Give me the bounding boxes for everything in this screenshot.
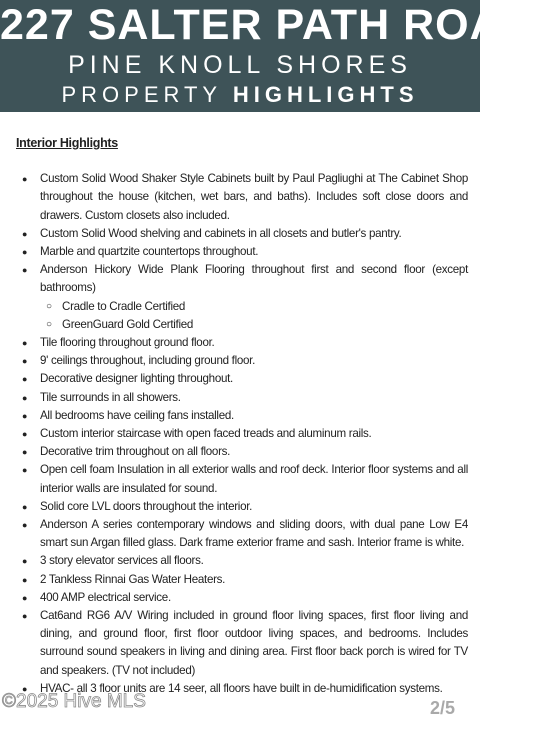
page-header	[0, 0, 534, 112]
property-highlights-heading	[0, 82, 480, 108]
list-item: ● Anderson A series contemporary windows and sliding doors, with dual pane Low E4 smart sun Argan filled glass. Dark frame exterior frame and sash. Interior frame is white.	[40, 516, 468, 552]
list-item: ● Decorative trim throughout on all floors.	[40, 443, 468, 461]
sub-list-item: ○ Cradle to Cradle Certified	[62, 298, 468, 316]
list-item: ● HVAC- all 3 floor units are 14 seer, all floors have built in de-humidification systems.	[40, 680, 468, 698]
highlights-content	[16, 134, 468, 698]
list-item: ● 2 Tankless Rinnai Gas Water Heaters.	[40, 571, 468, 589]
highlights-list	[16, 170, 468, 698]
list-item: ● Solid core LVL doors throughout the interior.	[40, 498, 468, 516]
list-item: ● Decorative designer lighting throughout.	[40, 370, 468, 388]
list-item: ● Open cell foam Insulation in all exterior walls and roof deck. Interior floor systems and all interior walls are insulated for sound.	[40, 461, 468, 497]
list-item: ● Marble and quartzite countertops throughout.	[40, 243, 468, 261]
list-item: ● Cat6and RG6 A/V Wiring included in ground floor living spaces, first floor living and dining, and ground floor, first floor outdoor living spaces, and bedrooms. Includes surround sound speakers in living and dining area. First floor back porch is wired for TV and speakers. (TV not included)	[40, 607, 468, 680]
list-item: ● 9' ceilings throughout, including ground floor.	[40, 352, 468, 370]
list-item: ● Tile flooring throughout ground floor.	[40, 334, 468, 352]
list-item-flooring	[40, 261, 468, 334]
list-item: ● Tile surrounds in all showers.	[40, 389, 468, 407]
property-address-title: 227 SALTER PATH ROAD	[0, 1, 534, 49]
tagline-bold: HIGHLIGHTS	[232, 82, 419, 107]
list-item: ● Custom interior staircase with open faced treads and aluminum rails.	[40, 425, 468, 443]
list-item: ● 400 AMP electrical service.	[40, 589, 468, 607]
flooring-certifications-list	[40, 298, 468, 334]
list-item-text: Anderson Hickory Wide Plank Flooring throughout first and second floor (except bathrooms)	[40, 263, 468, 295]
section-title: Interior Highlights	[16, 136, 118, 150]
sub-list-item: ○ GreenGuard Gold Certified	[62, 316, 468, 334]
property-location-subtitle: PINE KNOLL SHORES	[68, 51, 412, 79]
list-item: ● Custom Solid Wood shelving and cabinets in all closets and butler's pantry.	[40, 225, 468, 243]
list-item: ● All bedrooms have ceiling fans installed.	[40, 407, 468, 425]
page-indicator: 2/5	[430, 698, 456, 718]
tagline-plain: PROPERTY	[61, 82, 222, 107]
list-item: ● Custom Solid Wood Shaker Style Cabinets built by Paul Pagliughi at The Cabinet Shop throughout the house (kitchen, wet bars, and baths). Includes soft close doors and drawers. Custom closets also included.	[40, 170, 468, 225]
mls-watermark: ©2025 Hive MLS	[2, 691, 146, 712]
list-item: ● 3 story elevator services all floors.	[40, 552, 468, 570]
